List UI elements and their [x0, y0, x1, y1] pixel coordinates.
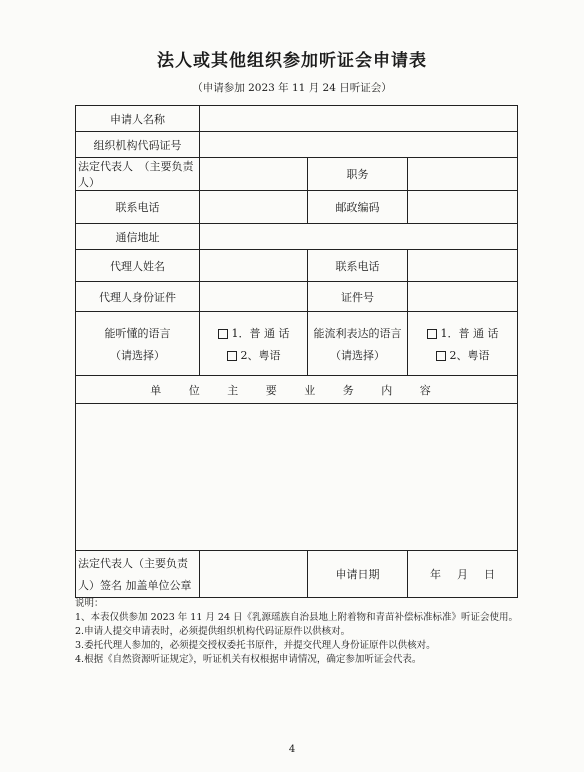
- apply-date-label: 申请日期: [308, 551, 408, 598]
- address-field[interactable]: [200, 224, 518, 250]
- agent-id-label: 代理人身份证件: [76, 282, 200, 312]
- note-item: 2.申请人提交申请表时，必须提供组织机构代码证原件以供核对。: [75, 626, 351, 637]
- postcode-field[interactable]: [408, 191, 518, 224]
- notes-heading: 说明：: [75, 598, 104, 609]
- option-mandarin[interactable]: 1．普 通 话: [410, 325, 515, 341]
- org-code-field[interactable]: [200, 132, 518, 158]
- phone-field[interactable]: [200, 191, 308, 224]
- phone-label: 联系电话: [76, 191, 200, 224]
- sign-label: 法定代表人（主要负责 人）签名 加盖单位公章: [76, 551, 200, 598]
- option-cantonese[interactable]: 2、粤语: [410, 347, 515, 363]
- applicant-name-label: 申请人名称: [76, 106, 200, 132]
- legal-rep-field[interactable]: [200, 158, 308, 191]
- org-code-label: 组织机构代码证号: [76, 132, 200, 158]
- agent-name-label: 代理人姓名: [76, 250, 200, 282]
- option-mandarin[interactable]: 1．普 通 话: [202, 325, 305, 341]
- checkbox-icon[interactable]: [227, 351, 237, 361]
- id-no-label: 证件号: [308, 282, 408, 312]
- position-field[interactable]: [408, 158, 518, 191]
- address-label: 通信地址: [76, 224, 200, 250]
- position-label: 职务: [308, 158, 408, 191]
- checkbox-icon[interactable]: [427, 329, 437, 339]
- note-item: 4.根据《自然资源听证规定》，听证机关有权根据申请情况，确定参加听证会代表。: [75, 654, 422, 665]
- lang-speak-label: 能流利表达的语言 （请选择）: [308, 312, 408, 376]
- agent-phone-field[interactable]: [408, 250, 518, 282]
- lang-understand-label: 能听懂的语言 （请选择）: [76, 312, 200, 376]
- checkbox-icon[interactable]: [436, 351, 446, 361]
- sign-field[interactable]: [200, 551, 308, 598]
- agent-name-field[interactable]: [200, 250, 308, 282]
- legal-rep-label: 法定代表人 （主要负责人）: [76, 158, 200, 191]
- lang-speak-options: [408, 312, 518, 376]
- postcode-label: 邮政编码: [308, 191, 408, 224]
- apply-date-field[interactable]: 年 月 日: [408, 551, 518, 598]
- agent-phone-label: 联系电话: [308, 250, 408, 282]
- lang-understand-options: [200, 312, 308, 376]
- note-item: 3.委托代理人参加的，必须提交授权委托书原件，并提交代理人身份证原件以供核对。: [75, 640, 436, 651]
- application-form: [75, 105, 518, 598]
- applicant-name-field[interactable]: [200, 106, 518, 132]
- note-item: 1、本表仅供参加 2023 年 11 月 24 日《乳源瑶族自治县地上附着物和青苗补偿标准标准》听证会使用。: [75, 612, 519, 623]
- checkbox-icon[interactable]: [218, 329, 228, 339]
- notes: [75, 597, 525, 667]
- page-number: 4: [288, 744, 296, 755]
- option-cantonese[interactable]: 2、粤语: [202, 347, 305, 363]
- main-business-field[interactable]: [76, 404, 518, 551]
- page-subtitle: （申请参加 2023 年 11 月 24 日听证会）: [192, 82, 392, 94]
- id-no-field[interactable]: [408, 282, 518, 312]
- page-title: 法人或其他组织参加听证会申请表: [157, 51, 427, 71]
- main-business-heading: 单 位 主 要 业 务 内 容: [76, 376, 518, 404]
- agent-id-field[interactable]: [200, 282, 308, 312]
